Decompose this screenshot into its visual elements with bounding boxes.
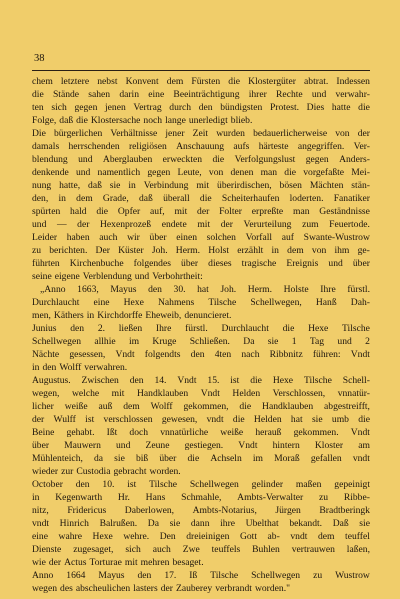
text-line: Schellwegen allhie im Kruge Schließen. Da sie 1 Tag und 2 — [32, 336, 370, 347]
text-line: Augustus. Zwischen den 14. Vndt 15. ist die Hexe Tilsche Schell- — [32, 375, 370, 386]
text-line: men, Käthers in Kirchdorffe Eheweib, denuncieret. — [32, 310, 232, 321]
text-line: denkende und namentlich gegen Leute, von denen man die vorgefaßte Mei- — [32, 167, 370, 178]
text-line: zu berichten. Der Küster Joh. Herm. Holst erzählt in dem von ihm ge- — [32, 245, 370, 256]
header-rule — [32, 70, 370, 71]
text-line: den, in dem Grade, daß überall die Scheiterhaufen loderten. Fanatiker — [32, 193, 370, 204]
text-line: vndt Hinrich Balrußen. Da sie dann ihre Ubelthat bekandt. Daß sie — [32, 518, 370, 529]
text-line: in den Wolff verwahren. — [32, 362, 128, 373]
text-line: ten sich gegen jenen Vertrag durch den bündigsten Protest. Dies hatte die — [32, 102, 370, 113]
text-line: in Kegenwarth Hr. Hans Schmahle, Ambts-Verwalter zu Ribbe- — [32, 492, 370, 503]
text-line: Leider haben auch wir über einen solchen Vorfall auf Swante-Wustrow — [32, 232, 370, 243]
text-line: licher weiße auß dem Wolff gekommen, die Handklauben abgestreifft, — [32, 401, 370, 412]
text-line: Mühlenteich, da sie biß über die Achseln im Moraß gefallen vndt — [32, 453, 370, 464]
text-line: Nächte gesessen, Vndt folgendts den 4ten nach Ribbnitz führen: Vndt — [32, 349, 370, 360]
text-line: und — der Hexenprozeß endete mit der Verurteilung zum Feuertode. — [32, 219, 370, 230]
text-line: der Wulff ist verschlossen gewesen, vndt die Helden hat sie umb die — [32, 414, 370, 425]
text-line: nung hatte, daß sie in Verbindung mit überirdischen, bösen Mächten stän- — [32, 180, 370, 191]
text-line: October den 10. ist Tilsche Schellwegen gelinder maßen gepeinigt — [32, 479, 370, 490]
body-text — [32, 75, 370, 595]
page-number: 38 — [34, 53, 45, 64]
text-line: chem letztere nebst Konvent dem Fürsten die Klostergüter abtrat. Indessen — [32, 76, 370, 87]
text-line: Die bürgerlichen Verhältnisse jener Zeit wurden bedauerlicherweise von der — [32, 128, 370, 139]
text-line: seine eigene Verblendung und Verbohrtheit: — [32, 271, 203, 282]
text-line: spürten hald die Opfer auf, mit der Folter erpreßte man Geständnisse — [32, 206, 370, 217]
text-line: führten Kirchenbuche folgendes über dieses tragische Ereignis und über — [32, 258, 370, 269]
text-line: nitz, Fridericus Daberlowen, Ambts-Notarius, Jürgen Bradtberingk — [32, 505, 370, 516]
text-line: wegen, welche mit Handklauben Vndt Helden Verschlossen, vnnatür- — [32, 388, 370, 399]
text-line: Junius den 2. ließen Ihre fürstl. Durchlaucht die Hexe Tilsche — [32, 323, 370, 334]
text-line: blendung und Aberglauben erweckten die Verfolgungslust gegen Anders- — [32, 154, 370, 165]
text-line: über Mauwern und Zeune gestiegen. Vndt hintern Kloster am — [32, 440, 370, 451]
text-line: eine wahre Hexe wehre. Den dreieinigen Gott ab- vndt dem teuffel — [32, 531, 370, 542]
text-line: Anno 1664 Mayus den 17. Iß Tilsche Schellwegen zu Wustrow — [32, 570, 370, 581]
text-line: Beine gehabt. Ißt doch vnnatürliche weiße herauß gekommen. Vndt — [32, 427, 370, 438]
text-line: wie der Actus Torturae mit mehren besaget. — [32, 557, 204, 568]
text-line: Durchlaucht eine Hexe Nahmens Tilsche Schellwegen, Hanß Dah- — [32, 297, 370, 308]
text-line: die Stände sahen darin eine Beeinträchtigung ihrer Rechte und verwahr- — [32, 89, 370, 100]
text-line: Dienste zugesaget, sich auch Zwe teuffels Buhlen vertrauwen laßen, — [32, 544, 370, 555]
text-line: „Anno 1663, Mayus den 30. hat Joh. Herm. Holste Ihre fürstl. — [40, 284, 370, 295]
text-line: damals herrschenden religiösen Anschauung aufs härteste angegriffen. Ver- — [32, 141, 370, 152]
text-line: Folge, daß die Klostersache noch lange unerledigt blieb. — [32, 115, 253, 126]
text-line: wegen des abscheulichen lasters der Zauberey verbrandt worden." — [32, 583, 291, 594]
text-line: wieder zur Custodia gebracht worden. — [32, 466, 181, 477]
